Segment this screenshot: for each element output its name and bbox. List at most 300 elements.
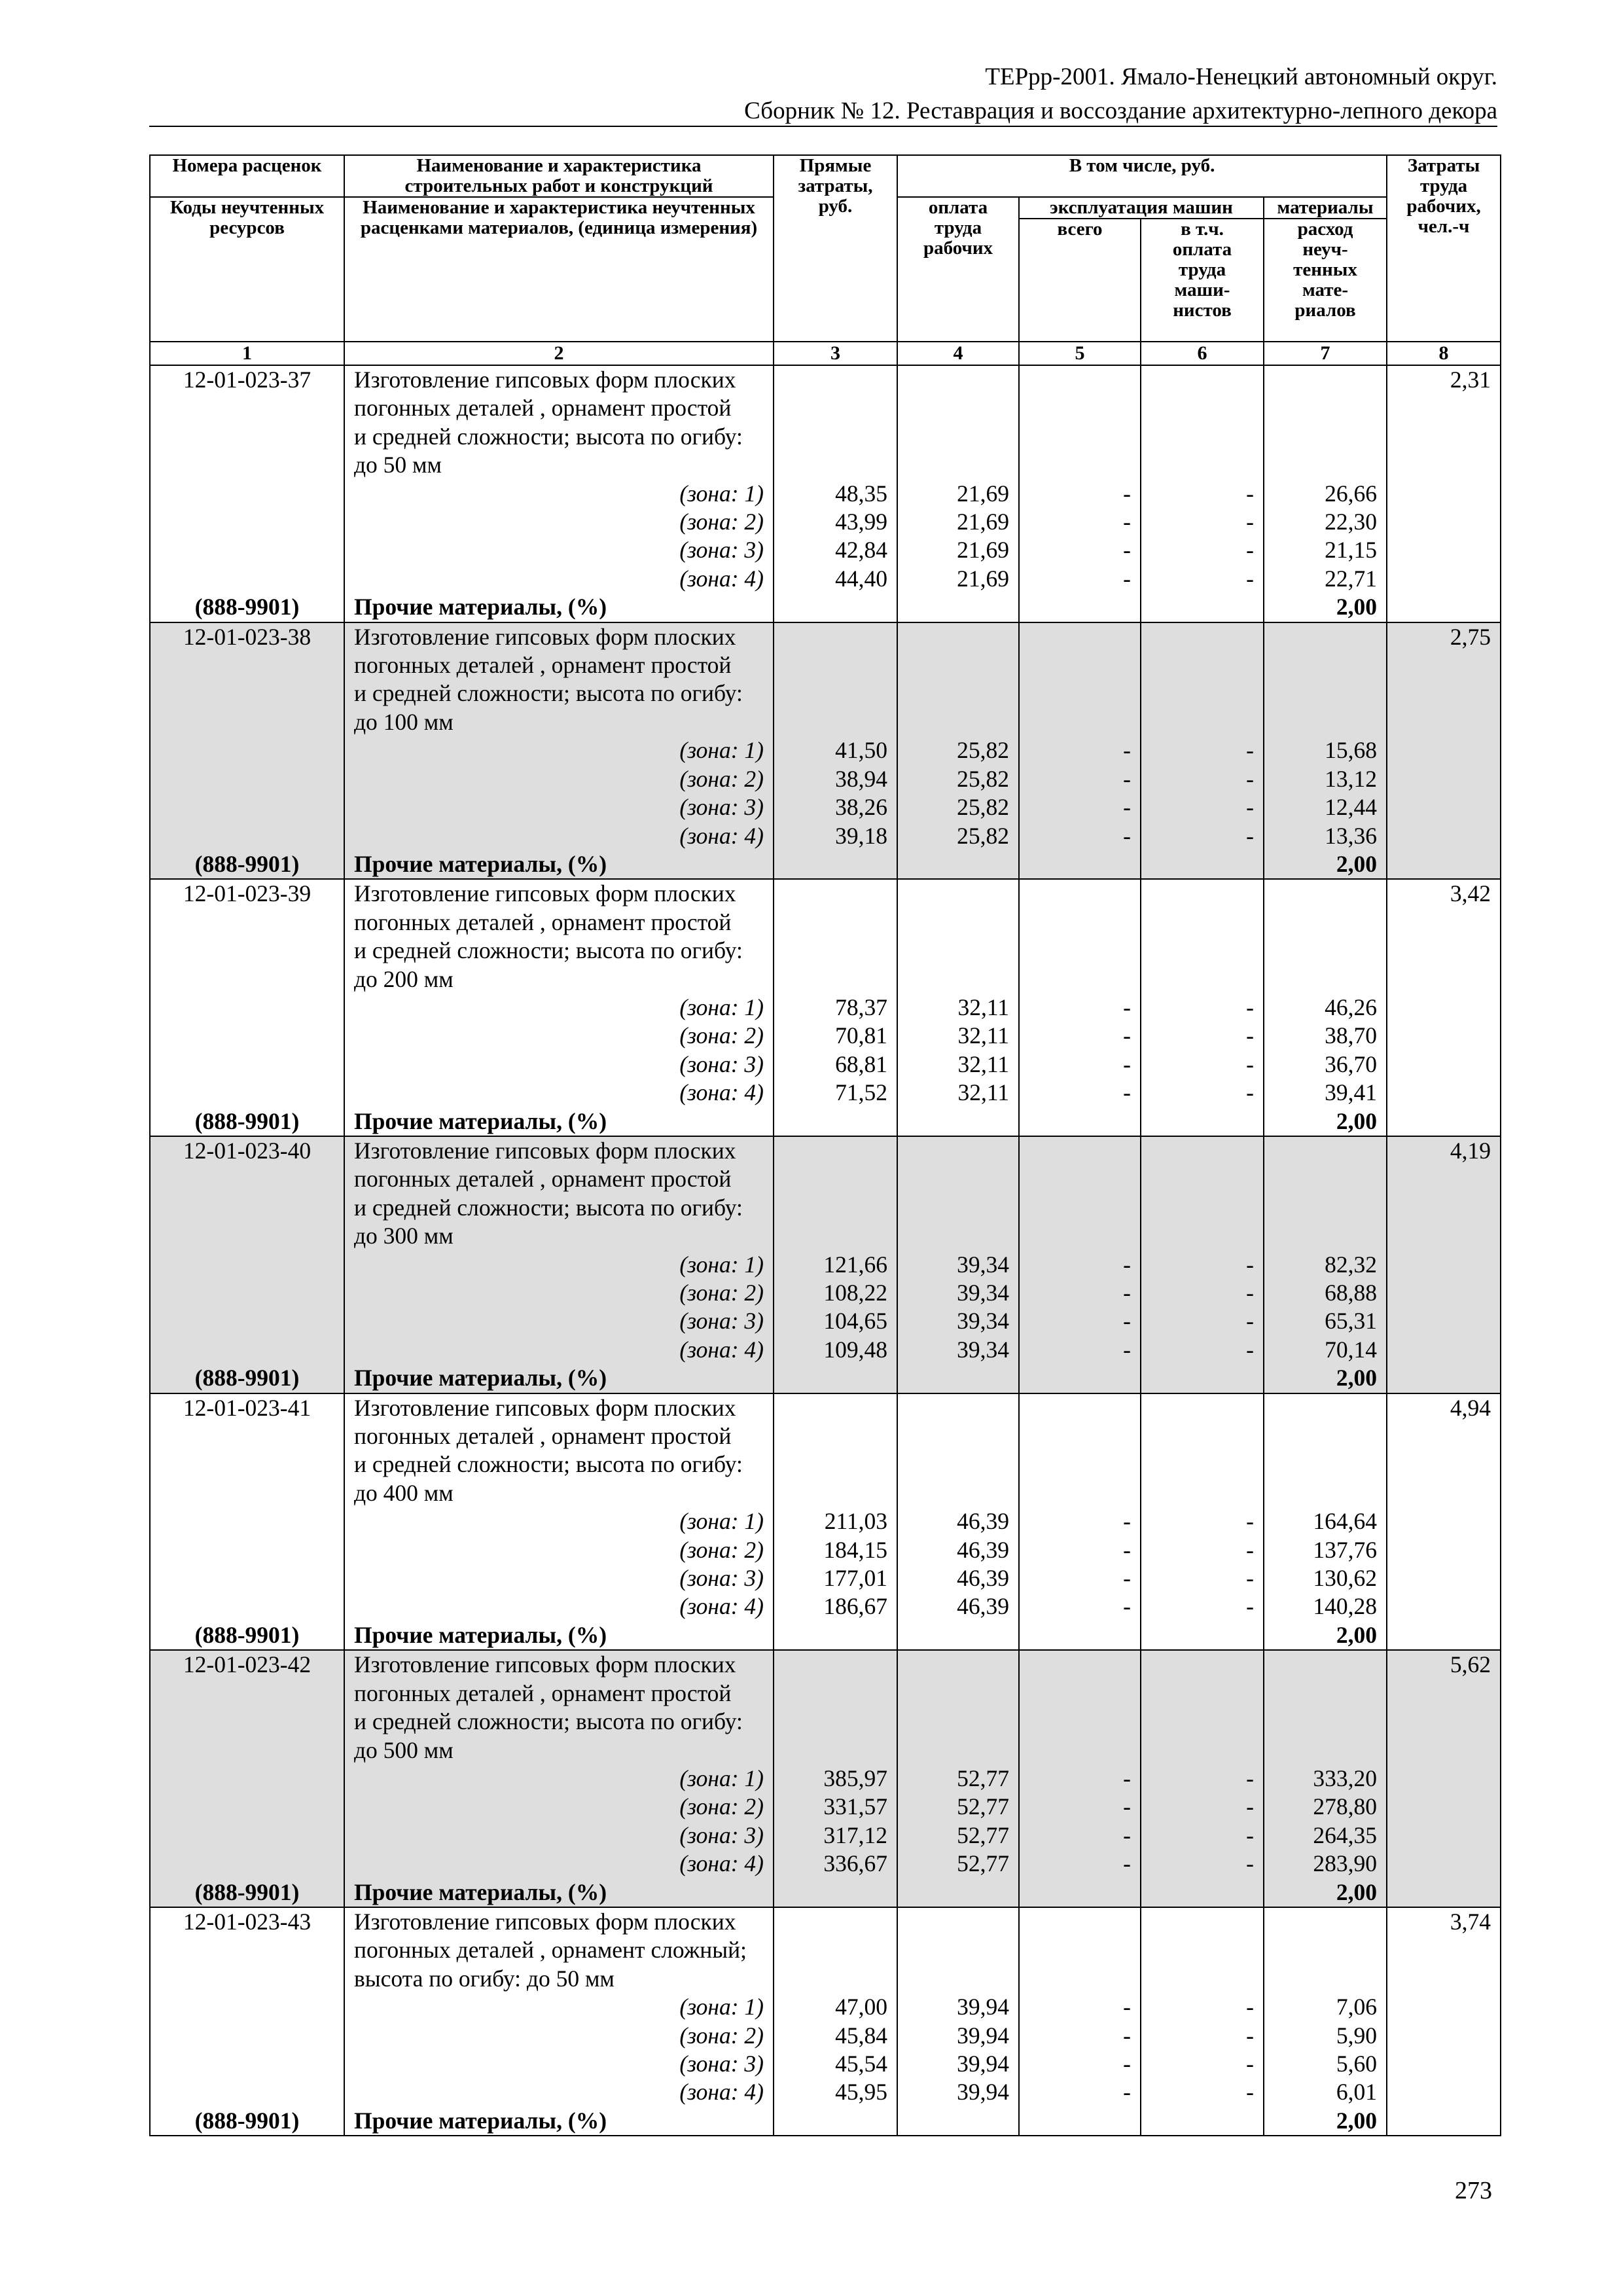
- header-line-1: ТЕРрр-2001. Ямало-Ненецкий автономный округ.: [985, 63, 1497, 90]
- zone-label: (зона: 4): [344, 1850, 774, 1878]
- empty-cell: [1019, 451, 1141, 479]
- empty-cell: [150, 1165, 344, 1193]
- empty-cell: [1019, 1422, 1141, 1450]
- direct-costs: 38,94: [774, 765, 897, 793]
- resource-code: (888-9901): [150, 1878, 344, 1907]
- resource-consumption: 2,00: [1264, 1878, 1387, 1907]
- empty-cell: [150, 1050, 344, 1079]
- empty-cell: [150, 423, 344, 451]
- labor-pay: 46,39: [897, 1536, 1019, 1564]
- materials-cost: 15,68: [1264, 736, 1387, 764]
- labor-costs: 2,31: [1387, 365, 1501, 394]
- header-rate-numbers: Номера расценок: [150, 155, 344, 197]
- direct-costs: 211,03: [774, 1507, 897, 1535]
- zone-row: [150, 765, 1501, 793]
- empty-cell: [897, 1165, 1019, 1193]
- machine-total: -: [1019, 1821, 1141, 1850]
- empty-cell: [150, 2078, 344, 2106]
- other-materials-row: [150, 1621, 1501, 1650]
- zone-row: [150, 1022, 1501, 1050]
- empty-cell: [1019, 1736, 1141, 1765]
- empty-cell: [897, 1736, 1019, 1765]
- empty-cell: [1387, 1251, 1501, 1279]
- empty-cell: [150, 565, 344, 593]
- empty-cell: [1141, 1936, 1264, 1964]
- labor-pay: 21,69: [897, 536, 1019, 564]
- empty-cell: [1019, 1136, 1141, 1165]
- direct-costs: 47,00: [774, 1993, 897, 2021]
- machine-total: -: [1019, 565, 1141, 593]
- empty-cell: [1387, 822, 1501, 850]
- empty-cell: [1387, 536, 1501, 564]
- machinist-pay: -: [1141, 2022, 1264, 2050]
- zone-label: (зона: 1): [344, 1765, 774, 1793]
- empty-cell: [897, 1907, 1019, 1936]
- empty-cell: [1264, 1194, 1387, 1222]
- machine-total: -: [1019, 1592, 1141, 1621]
- empty-cell: [1264, 937, 1387, 965]
- direct-costs: 331,57: [774, 1793, 897, 1821]
- empty-cell: [1387, 480, 1501, 508]
- machine-total: -: [1019, 1307, 1141, 1335]
- empty-cell: [1141, 708, 1264, 736]
- empty-cell: [1141, 1364, 1264, 1393]
- empty-cell: [150, 793, 344, 821]
- empty-cell: [150, 937, 344, 965]
- rate-description-row: [150, 1650, 1501, 1679]
- table-body: [150, 365, 1501, 2136]
- empty-cell: [774, 1450, 897, 1479]
- rate-description-line: до 50 мм: [344, 451, 774, 479]
- machine-total: -: [1019, 765, 1141, 793]
- rate-description-row: [150, 1165, 1501, 1193]
- empty-cell: [1264, 1650, 1387, 1679]
- resource-consumption: 2,00: [1264, 2107, 1387, 2136]
- rate-description-row: [150, 1679, 1501, 1708]
- rate-description-row: [150, 394, 1501, 422]
- machine-total: -: [1019, 822, 1141, 850]
- empty-cell: [1141, 1736, 1264, 1765]
- machine-total: -: [1019, 1079, 1141, 1107]
- rate-description-row: [150, 451, 1501, 479]
- machine-total: -: [1019, 736, 1141, 764]
- empty-cell: [1019, 965, 1141, 994]
- rate-description-line: и средней сложности; высота по огибу:: [344, 423, 774, 451]
- empty-cell: [1387, 2050, 1501, 2078]
- empty-cell: [150, 394, 344, 422]
- empty-cell: [897, 1708, 1019, 1736]
- labor-pay: 39,94: [897, 2050, 1019, 2078]
- empty-cell: [1387, 593, 1501, 622]
- empty-cell: [1264, 365, 1387, 394]
- materials-cost: 21,15: [1264, 536, 1387, 564]
- empty-cell: [1019, 1621, 1141, 1650]
- machinist-pay: -: [1141, 565, 1264, 593]
- header-line-2: Сборник № 12. Реставрация и воссоздание архитектурно-лепного декора: [744, 98, 1497, 124]
- empty-cell: [150, 1736, 344, 1765]
- empty-cell: [897, 1650, 1019, 1679]
- empty-cell: [1019, 1650, 1141, 1679]
- empty-cell: [1387, 1821, 1501, 1850]
- labor-pay: 25,82: [897, 793, 1019, 821]
- zone-row: [150, 1050, 1501, 1079]
- rate-code: 12-01-023-42: [150, 1650, 344, 1679]
- direct-costs: 70,81: [774, 1022, 897, 1050]
- empty-cell: [1264, 879, 1387, 908]
- zone-row: [150, 2022, 1501, 2050]
- empty-cell: [1019, 850, 1141, 879]
- empty-cell: [1387, 908, 1501, 937]
- empty-cell: [1387, 2078, 1501, 2106]
- machinist-pay: -: [1141, 1564, 1264, 1592]
- empty-cell: [1387, 565, 1501, 593]
- header-labor-pay: оплата труда рабочих: [897, 197, 1019, 342]
- empty-cell: [1387, 1450, 1501, 1479]
- empty-cell: [1387, 2022, 1501, 2050]
- materials-cost: 70,14: [1264, 1336, 1387, 1364]
- materials-cost: 6,01: [1264, 2078, 1387, 2106]
- machine-total: -: [1019, 1850, 1141, 1878]
- empty-cell: [1264, 1450, 1387, 1479]
- empty-cell: [1387, 1592, 1501, 1621]
- empty-cell: [774, 1479, 897, 1507]
- direct-costs: 38,26: [774, 793, 897, 821]
- rate-description-line: и средней сложности; высота по огибу:: [344, 1708, 774, 1736]
- rate-description-row: [150, 1194, 1501, 1222]
- empty-cell: [150, 679, 344, 708]
- empty-cell: [1387, 708, 1501, 736]
- labor-costs: 2,75: [1387, 622, 1501, 651]
- empty-cell: [897, 1364, 1019, 1393]
- empty-cell: [150, 1422, 344, 1450]
- empty-cell: [1019, 423, 1141, 451]
- header-incl: В том числе, руб.: [897, 155, 1387, 197]
- empty-cell: [1387, 451, 1501, 479]
- empty-cell: [150, 1022, 344, 1050]
- rate-code: 12-01-023-39: [150, 879, 344, 908]
- machinist-pay: -: [1141, 1079, 1264, 1107]
- empty-cell: [774, 593, 897, 622]
- empty-cell: [1264, 908, 1387, 937]
- rate-description-row: [150, 937, 1501, 965]
- other-materials-row: [150, 593, 1501, 622]
- other-materials-row: [150, 1878, 1501, 1907]
- empty-cell: [1141, 1479, 1264, 1507]
- empty-cell: [897, 1878, 1019, 1907]
- empty-cell: [774, 708, 897, 736]
- empty-cell: [1264, 1393, 1387, 1422]
- empty-cell: [897, 1936, 1019, 1964]
- empty-cell: [150, 2022, 344, 2050]
- empty-cell: [1019, 2107, 1141, 2136]
- rate-description-row: [150, 651, 1501, 679]
- rate-description-line: до 100 мм: [344, 708, 774, 736]
- materials-cost: 13,36: [1264, 822, 1387, 850]
- empty-cell: [897, 1422, 1019, 1450]
- empty-cell: [1264, 651, 1387, 679]
- empty-cell: [150, 1793, 344, 1821]
- materials-cost: 26,66: [1264, 480, 1387, 508]
- empty-cell: [897, 1621, 1019, 1650]
- resource-name: Прочие материалы, (%): [344, 1107, 774, 1136]
- empty-cell: [150, 1279, 344, 1307]
- machinist-pay: -: [1141, 1336, 1264, 1364]
- labor-pay: 25,82: [897, 765, 1019, 793]
- empty-cell: [1264, 965, 1387, 994]
- empty-cell: [1141, 1907, 1264, 1936]
- empty-cell: [897, 879, 1019, 908]
- labor-pay: 21,69: [897, 565, 1019, 593]
- rate-description-line: Изготовление гипсовых форм плоских: [344, 622, 774, 651]
- empty-cell: [1141, 965, 1264, 994]
- zone-label: (зона: 4): [344, 1592, 774, 1621]
- empty-cell: [774, 1107, 897, 1136]
- labor-pay: 46,39: [897, 1592, 1019, 1621]
- empty-cell: [1387, 423, 1501, 451]
- column-number: 8: [1387, 342, 1501, 365]
- empty-cell: [150, 651, 344, 679]
- machinist-pay: -: [1141, 2050, 1264, 2078]
- resource-code: (888-9901): [150, 1364, 344, 1393]
- header-machine-operation: эксплуатация машин: [1019, 197, 1264, 219]
- empty-cell: [1264, 1965, 1387, 1993]
- header-materials: материалы: [1264, 197, 1387, 219]
- zone-row: [150, 1279, 1501, 1307]
- empty-cell: [1141, 1621, 1264, 1650]
- resource-name: Прочие материалы, (%): [344, 1878, 774, 1907]
- machine-total: -: [1019, 2078, 1141, 2106]
- zone-label: (зона: 2): [344, 508, 774, 536]
- empty-cell: [1387, 965, 1501, 994]
- machinist-pay: -: [1141, 994, 1264, 1022]
- machinist-pay: -: [1141, 1536, 1264, 1564]
- zone-label: (зона: 2): [344, 1536, 774, 1564]
- empty-cell: [1264, 1679, 1387, 1708]
- zone-row: [150, 1564, 1501, 1592]
- resource-consumption: 2,00: [1264, 1107, 1387, 1136]
- direct-costs: 177,01: [774, 1564, 897, 1592]
- materials-cost: 164,64: [1264, 1507, 1387, 1535]
- empty-cell: [150, 1336, 344, 1364]
- zone-label: (зона: 4): [344, 1336, 774, 1364]
- empty-cell: [774, 1393, 897, 1422]
- empty-cell: [774, 451, 897, 479]
- zone-row: [150, 994, 1501, 1022]
- materials-cost: 39,41: [1264, 1079, 1387, 1107]
- empty-cell: [1264, 1936, 1387, 1964]
- rate-description-row: [150, 879, 1501, 908]
- machine-total: -: [1019, 536, 1141, 564]
- empty-cell: [1019, 1679, 1141, 1708]
- header-resource-codes: Коды неучтенных ресурсов: [150, 197, 344, 342]
- empty-cell: [774, 622, 897, 651]
- direct-costs: 45,84: [774, 2022, 897, 2050]
- labor-pay: 52,77: [897, 1765, 1019, 1793]
- empty-cell: [1264, 1136, 1387, 1165]
- empty-cell: [1019, 1965, 1141, 1993]
- empty-cell: [1387, 1364, 1501, 1393]
- materials-cost: 264,35: [1264, 1821, 1387, 1850]
- empty-cell: [774, 1222, 897, 1250]
- empty-cell: [774, 937, 897, 965]
- materials-cost: 22,30: [1264, 508, 1387, 536]
- zone-row: [150, 508, 1501, 536]
- materials-cost: 38,70: [1264, 1022, 1387, 1050]
- machine-total: -: [1019, 1793, 1141, 1821]
- materials-cost: 140,28: [1264, 1592, 1387, 1621]
- header-work-name: Наименование и характеристика строительных работ и конструкций: [344, 155, 774, 197]
- page-number: 273: [1455, 2177, 1492, 2204]
- materials-cost: 22,71: [1264, 565, 1387, 593]
- empty-cell: [774, 2107, 897, 2136]
- rate-description-line: погонных деталей , орнамент простой: [344, 908, 774, 937]
- empty-cell: [150, 736, 344, 764]
- empty-cell: [897, 1479, 1019, 1507]
- empty-cell: [150, 1592, 344, 1621]
- rate-description-row: [150, 1422, 1501, 1450]
- empty-cell: [1387, 1222, 1501, 1250]
- column-number: 7: [1264, 342, 1387, 365]
- empty-cell: [1141, 451, 1264, 479]
- zone-label: (зона: 4): [344, 2078, 774, 2106]
- empty-cell: [774, 1422, 897, 1450]
- table-header: [150, 155, 1501, 365]
- direct-costs: 41,50: [774, 736, 897, 764]
- zone-label: (зона: 2): [344, 2022, 774, 2050]
- labor-pay: 32,11: [897, 994, 1019, 1022]
- empty-cell: [1387, 1507, 1501, 1535]
- empty-cell: [774, 965, 897, 994]
- rate-description-line: погонных деталей , орнамент сложный;: [344, 1936, 774, 1964]
- rate-description-line: погонных деталей , орнамент простой: [344, 1422, 774, 1450]
- empty-cell: [774, 1679, 897, 1708]
- rate-description-row: [150, 965, 1501, 994]
- rate-code: 12-01-023-40: [150, 1136, 344, 1165]
- zone-label: (зона: 1): [344, 736, 774, 764]
- machine-total: -: [1019, 1765, 1141, 1793]
- zone-row: [150, 1993, 1501, 2021]
- machine-total: -: [1019, 1251, 1141, 1279]
- rate-code: 12-01-023-43: [150, 1907, 344, 1936]
- empty-cell: [1141, 879, 1264, 908]
- zone-row: [150, 1821, 1501, 1850]
- machine-total: -: [1019, 480, 1141, 508]
- zone-label: (зона: 4): [344, 1079, 774, 1107]
- empty-cell: [1141, 1136, 1264, 1165]
- empty-cell: [150, 1821, 344, 1850]
- zone-label: (зона: 3): [344, 1821, 774, 1850]
- empty-cell: [1387, 2107, 1501, 2136]
- machinist-pay: -: [1141, 822, 1264, 850]
- empty-cell: [1141, 2107, 1264, 2136]
- empty-cell: [897, 451, 1019, 479]
- empty-cell: [1387, 1107, 1501, 1136]
- empty-cell: [1019, 879, 1141, 908]
- empty-cell: [150, 1679, 344, 1708]
- labor-pay: 39,94: [897, 1993, 1019, 2021]
- resource-code: (888-9901): [150, 593, 344, 622]
- rate-description-row: [150, 679, 1501, 708]
- empty-cell: [1387, 1050, 1501, 1079]
- zone-label: (зона: 1): [344, 1251, 774, 1279]
- materials-cost: 82,32: [1264, 1251, 1387, 1279]
- empty-cell: [897, 937, 1019, 965]
- empty-cell: [150, 965, 344, 994]
- labor-pay: 52,77: [897, 1850, 1019, 1878]
- empty-cell: [774, 651, 897, 679]
- empty-cell: [1141, 937, 1264, 965]
- empty-cell: [897, 1450, 1019, 1479]
- labor-pay: 21,69: [897, 480, 1019, 508]
- empty-cell: [1019, 1165, 1141, 1193]
- zone-row: [150, 2078, 1501, 2106]
- empty-cell: [1264, 1222, 1387, 1250]
- empty-cell: [1264, 423, 1387, 451]
- resource-consumption: 2,00: [1264, 1621, 1387, 1650]
- labor-costs: 3,42: [1387, 879, 1501, 908]
- empty-cell: [150, 1450, 344, 1479]
- empty-cell: [1264, 1165, 1387, 1193]
- labor-pay: 52,77: [897, 1793, 1019, 1821]
- direct-costs: 45,54: [774, 2050, 897, 2078]
- empty-cell: [897, 1222, 1019, 1250]
- materials-cost: 12,44: [1264, 793, 1387, 821]
- zone-label: (зона: 2): [344, 1022, 774, 1050]
- direct-costs: 109,48: [774, 1336, 897, 1364]
- empty-cell: [1019, 622, 1141, 651]
- zone-row: [150, 480, 1501, 508]
- empty-cell: [1387, 1536, 1501, 1564]
- rate-description-line: погонных деталей , орнамент простой: [344, 1679, 774, 1708]
- zone-row: [150, 536, 1501, 564]
- zone-label: (зона: 2): [344, 765, 774, 793]
- empty-cell: [150, 1307, 344, 1335]
- zone-label: (зона: 2): [344, 1279, 774, 1307]
- rate-description-line: Изготовление гипсовых форм плоских: [344, 879, 774, 908]
- empty-cell: [1141, 622, 1264, 651]
- materials-cost: 13,12: [1264, 765, 1387, 793]
- zone-row: [150, 1592, 1501, 1621]
- empty-cell: [1141, 1650, 1264, 1679]
- rate-description-row: [150, 1965, 1501, 1993]
- empty-cell: [150, 1993, 344, 2021]
- header-unaccounted-materials: расход неуч-тенных мате-риалов: [1264, 219, 1387, 342]
- empty-cell: [1141, 1450, 1264, 1479]
- rate-code: 12-01-023-41: [150, 1393, 344, 1422]
- rate-description-row: [150, 1393, 1501, 1422]
- labor-pay: 25,82: [897, 736, 1019, 764]
- resource-code: (888-9901): [150, 1107, 344, 1136]
- machine-total: -: [1019, 2022, 1141, 2050]
- empty-cell: [1387, 1765, 1501, 1793]
- materials-cost: 278,80: [1264, 1793, 1387, 1821]
- direct-costs: 108,22: [774, 1279, 897, 1307]
- resource-code: (888-9901): [150, 1621, 344, 1650]
- empty-cell: [1387, 1993, 1501, 2021]
- labor-pay: 39,94: [897, 2022, 1019, 2050]
- empty-cell: [774, 1965, 897, 1993]
- other-materials-row: [150, 1107, 1501, 1136]
- empty-cell: [1019, 1194, 1141, 1222]
- direct-costs: 336,67: [774, 1850, 897, 1878]
- empty-cell: [1141, 593, 1264, 622]
- empty-cell: [897, 2107, 1019, 2136]
- rate-description-line: и средней сложности; высота по огибу:: [344, 937, 774, 965]
- zone-row: [150, 1536, 1501, 1564]
- empty-cell: [774, 1136, 897, 1165]
- document-header: [149, 60, 1497, 128]
- empty-cell: [1141, 1194, 1264, 1222]
